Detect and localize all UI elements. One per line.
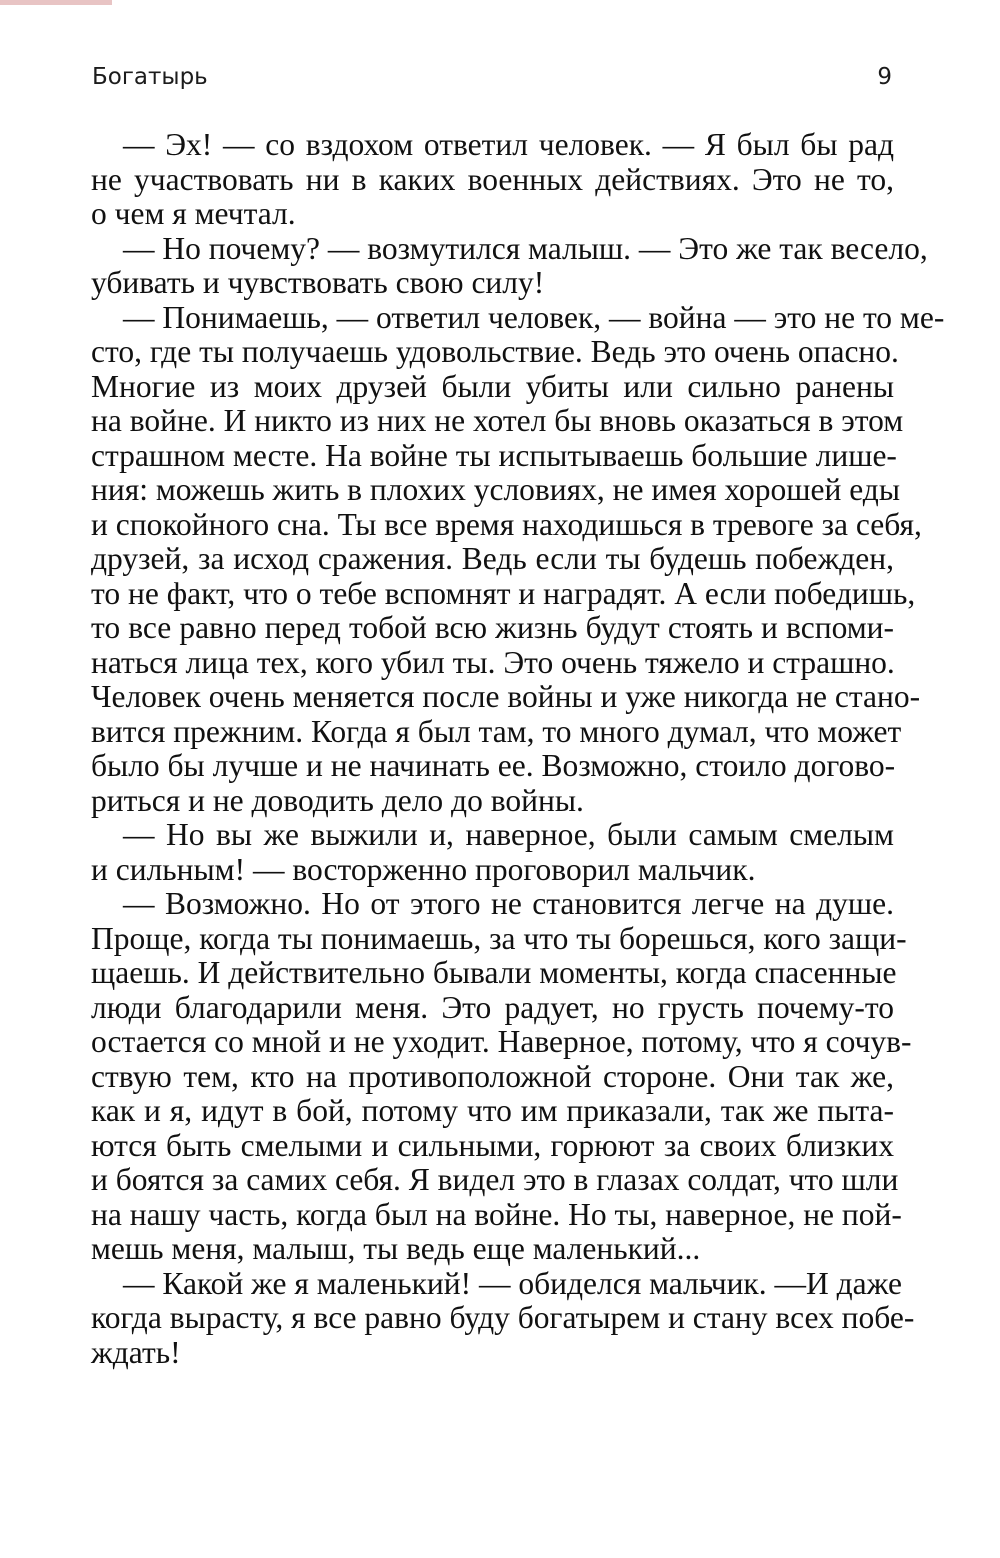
paragraph — [91, 230, 928, 301]
page-header — [92, 64, 892, 104]
text-line: Проще, когда ты понимаешь, за что ты борешься, кого защи- — [91, 920, 907, 956]
text-line: наться лица тех, кого убил ты. Это очень тяжело и страшно. — [91, 644, 895, 680]
text-line: вится прежним. Когда я был там, то много думал, что может — [91, 713, 902, 749]
text-line: когда вырасту, я все равно буду богатырем и стану всех побе- — [91, 1300, 915, 1335]
text-line: — Понимаешь, — ответил человек, — война — это не то ме- — [123, 299, 945, 335]
text-line: и сильным! — восторженно проговорил мальчик. — [91, 851, 756, 887]
text-line: страшном месте. На войне ты испытываешь большие лише- — [91, 437, 897, 473]
text-line: ждать! — [91, 1334, 181, 1370]
page-number: 9 — [877, 64, 892, 90]
text-line: и спокойного сна. Ты все время находишься в тревоге за себя, — [91, 506, 922, 542]
text-line: убивать и чувствовать свою силу! — [91, 265, 545, 300]
text-line: риться и не доводить дело до войны. — [91, 782, 584, 818]
text-line: то все равно перед тобой всю жизнь будут стоять и вспоми- — [91, 610, 894, 645]
paragraph — [91, 886, 912, 1267]
text-line: было бы лучше и не начинать ее. Возможно, стоило догово- — [91, 748, 896, 783]
text-line: то не факт, что о тебе вспомнят и наградят. А если победишь, — [91, 575, 916, 611]
text-line: как и я, идут в бой, потому что им приказали, так же пыта- — [91, 1093, 894, 1128]
text-line: о чем я мечтал. — [91, 196, 296, 231]
text-line: друзей, за исход сражения. Ведь если ты будешь побежден, — [91, 541, 894, 576]
text-line: на нашу часть, когда был на войне. Но ты, наверное, не пой- — [91, 1196, 902, 1232]
text-line: — Возможно. Но от этого не становится легче на душе. — [123, 886, 894, 921]
text-line: ния: можешь жить в плохих условиях, не имея хорошей еды — [91, 472, 901, 507]
paragraph — [91, 818, 894, 887]
page-corner-mark — [0, 0, 112, 5]
text-line: — Но вы же выжили и, наверное, были самым смелым — [123, 817, 894, 852]
text-line: сто, где ты получаешь удовольствие. Ведь это очень опасно. — [91, 334, 899, 369]
text-line: не участвовать ни в каких военных действиях. Это не то, — [91, 161, 894, 197]
paragraph — [91, 1265, 915, 1371]
running-head: Богатырь — [92, 64, 208, 90]
text-line: ются быть смелыми и сильными, горюют за своих близких — [91, 1127, 894, 1163]
text-line: ствую тем, кто на противоположной стороне. Они так же, — [91, 1058, 894, 1094]
text-line: Многие из моих друзей были убиты или сильно ранены — [91, 368, 894, 404]
text-line: — Но почему? — возмутился малыш. — Это же так весело, — [123, 230, 928, 266]
text-line: остается со мной и не уходит. Наверное, потому, что я сочув- — [91, 1024, 912, 1059]
body-text — [91, 127, 945, 1370]
text-line: мешь меня, малыш, ты ведь еще маленький... — [91, 1231, 701, 1266]
paragraph — [91, 128, 894, 232]
text-line: люди благодарили меня. Это радует, но грусть почему-то — [91, 989, 894, 1025]
text-line: Человек очень меняется после войны и уже никогда не стано- — [91, 679, 921, 714]
text-line: — Какой же я маленький! — обиделся мальчик. —И даже — [123, 1265, 902, 1301]
text-line: на войне. И никто из них не хотел бы вновь оказаться в этом — [91, 403, 904, 438]
text-line: и боятся за самих себя. Я видел это в глазах солдат, что шли — [91, 1162, 899, 1197]
paragraph — [91, 299, 945, 819]
text-line: — Эх! — со вздохом ответил человек. — Я был бы рад — [123, 127, 894, 162]
text-line: щаешь. И действительно бывали моменты, когда спасенные — [91, 955, 897, 990]
